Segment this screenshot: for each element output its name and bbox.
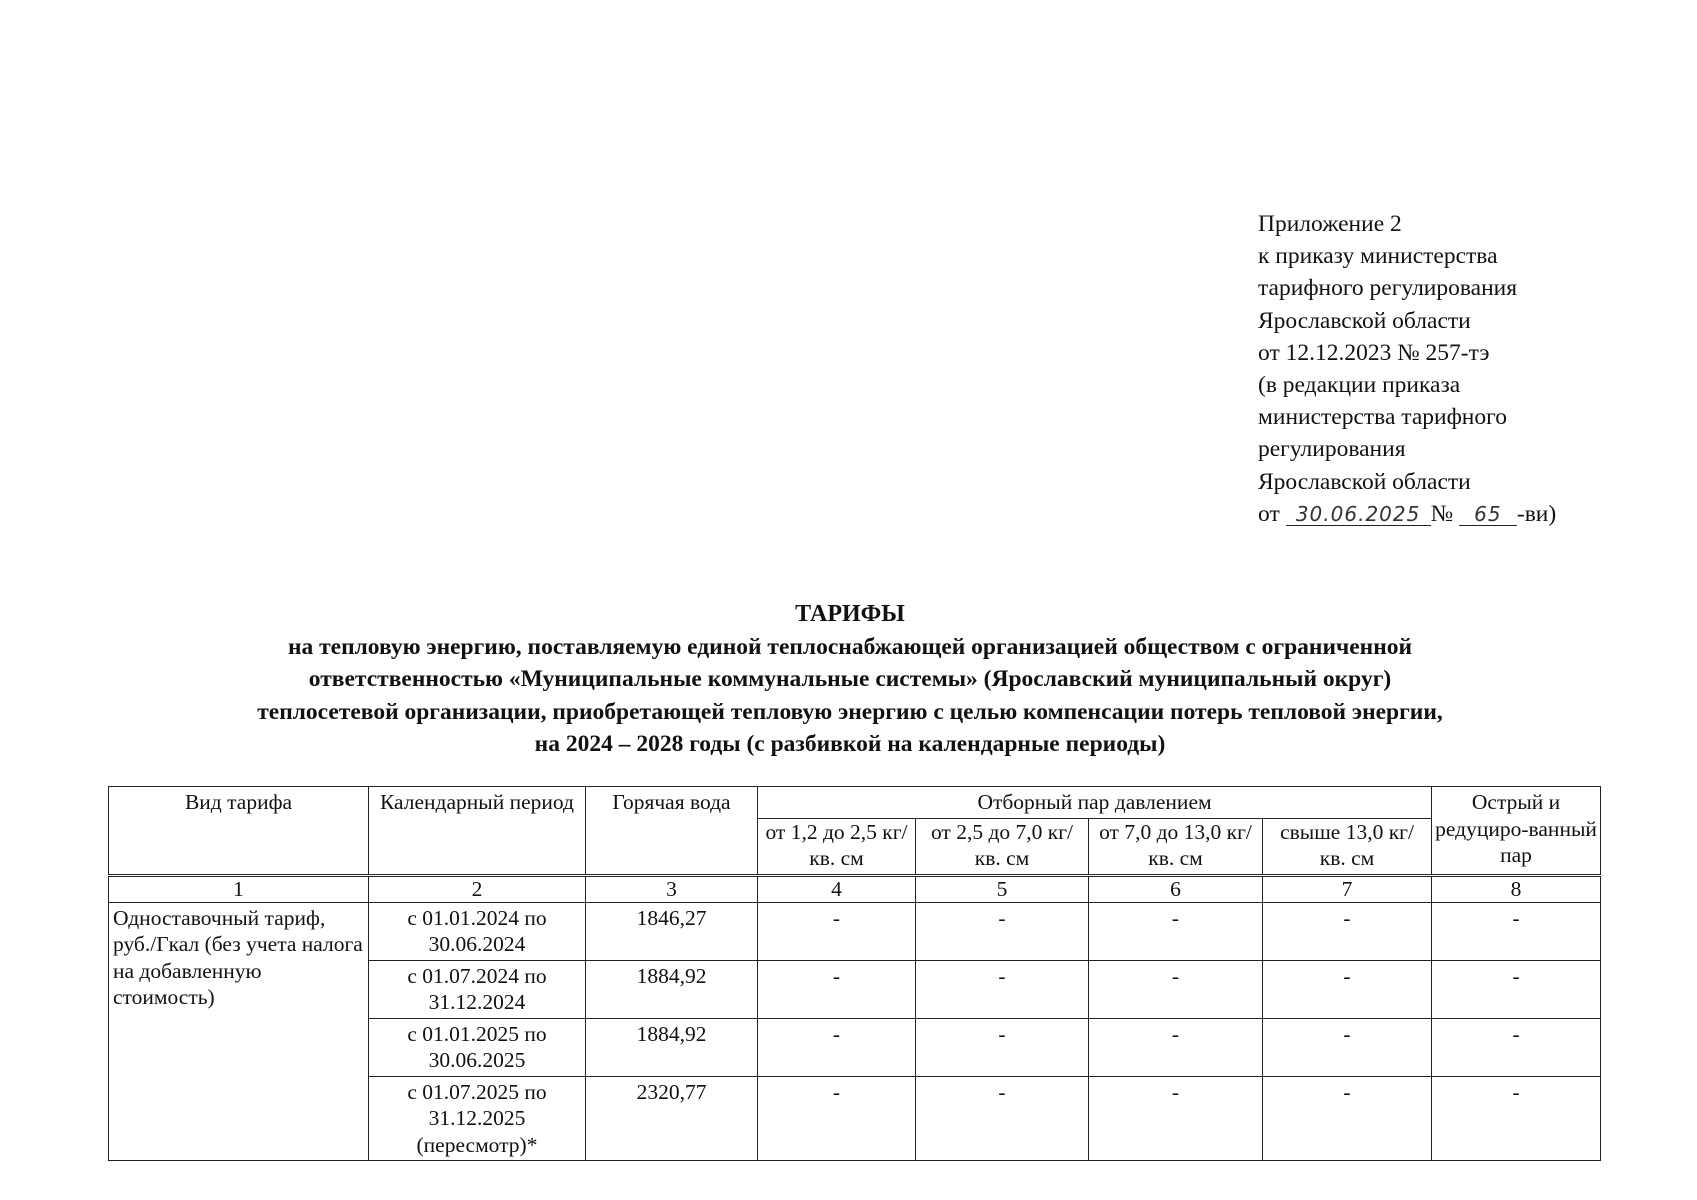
value-cell: - bbox=[916, 960, 1089, 1018]
column-number: 3 bbox=[586, 875, 758, 902]
header-steam-col: от 2,5 до 7,0 кг/ кв. см bbox=[916, 818, 1089, 875]
number-sign: № bbox=[1430, 500, 1454, 527]
period-cell: с 01.07.2025 по 31.12.2025 (пересмотр)* bbox=[369, 1076, 586, 1161]
appendix-line: регулирования bbox=[1258, 436, 1406, 463]
period-cell: с 01.01.2025 по 30.06.2025 bbox=[369, 1018, 586, 1076]
value-cell: - bbox=[758, 1076, 916, 1161]
column-number: 2 bbox=[369, 875, 586, 902]
header-steam-col: от 1,2 до 2,5 кг/ кв. см bbox=[758, 818, 916, 875]
appendix-block bbox=[1258, 208, 1556, 530]
heading-line: ответственностью «Муниципальные коммунальные системы» (Ярославский муниципальный округ) bbox=[308, 666, 1392, 692]
value-cell: - bbox=[758, 1018, 916, 1076]
header-period: Календарный период bbox=[369, 787, 586, 876]
appendix-line: Ярославской области bbox=[1258, 307, 1471, 334]
hot-water-cell: 2320,77 bbox=[586, 1076, 758, 1161]
column-number: 1 bbox=[109, 875, 369, 902]
value-cell: - bbox=[1089, 1076, 1263, 1161]
heading-line: теплосетевой организации, приобретающей тепловую энергию с целью компенсации потерь тепловой энергии, bbox=[257, 698, 1443, 725]
heading-line: на 2024 – 2028 годы (с разбивкой на календарные периоды) bbox=[534, 731, 1166, 757]
appendix-line: (в редакции приказа bbox=[1258, 372, 1461, 399]
value-cell: - bbox=[916, 902, 1089, 960]
value-cell: - bbox=[1089, 1018, 1263, 1076]
order-suffix: -ви) bbox=[1516, 500, 1557, 527]
hot-water-cell: 1884,92 bbox=[586, 960, 758, 1018]
value-cell: - bbox=[1263, 1076, 1432, 1161]
period-cell: с 01.01.2024 по 30.06.2024 bbox=[369, 902, 586, 960]
column-number: 7 bbox=[1263, 875, 1432, 902]
value-cell: - bbox=[916, 1076, 1089, 1161]
tariffs-table bbox=[108, 786, 1601, 1161]
value-cell: - bbox=[758, 960, 916, 1018]
value-cell: - bbox=[1089, 902, 1263, 960]
appendix-line: тарифного регулирования bbox=[1258, 275, 1518, 302]
value-cell: - bbox=[1432, 902, 1601, 960]
document-title: ТАРИФЫ bbox=[795, 601, 905, 627]
column-number: 4 bbox=[758, 875, 916, 902]
handwritten-number: 65 bbox=[1459, 503, 1517, 526]
value-cell: - bbox=[1089, 960, 1263, 1018]
header-row bbox=[109, 787, 1601, 819]
appendix-line: Приложение 2 bbox=[1258, 211, 1402, 237]
column-number: 5 bbox=[916, 875, 1089, 902]
header-tariff-type: Вид тарифа bbox=[109, 787, 369, 876]
order-prefix: от bbox=[1258, 500, 1280, 527]
hot-water-cell: 1846,27 bbox=[586, 902, 758, 960]
table-row bbox=[109, 902, 1601, 960]
period-cell: с 01.07.2024 по 31.12.2024 bbox=[369, 960, 586, 1018]
column-number: 6 bbox=[1089, 875, 1263, 902]
value-cell: - bbox=[1263, 902, 1432, 960]
header-hot-water: Горячая вода bbox=[586, 787, 758, 876]
heading-line: на тепловую энергию, поставляемую единой теплоснабжающей организацией обществом с ограниченной bbox=[287, 633, 1413, 660]
header-steam-col: от 7,0 до 13,0 кг/ кв. см bbox=[1089, 818, 1263, 875]
header-steam-col: свыше 13,0 кг/ кв. см bbox=[1263, 818, 1432, 875]
column-number: 8 bbox=[1432, 875, 1601, 902]
header-steam-group: Отборный пар давлением bbox=[758, 787, 1432, 819]
tariff-label: Одноставочный тариф, руб./Гкал (без учета налога на добавленную стоимость) bbox=[109, 902, 369, 1161]
value-cell: - bbox=[1432, 1018, 1601, 1076]
value-cell: - bbox=[1263, 1018, 1432, 1076]
appendix-line: Ярославской области bbox=[1258, 468, 1471, 495]
handwritten-date: 30.06.2025 bbox=[1286, 503, 1431, 526]
column-number-row bbox=[109, 875, 1601, 902]
document-heading bbox=[100, 598, 1600, 761]
value-cell: - bbox=[1432, 960, 1601, 1018]
hot-water-cell: 1884,92 bbox=[586, 1018, 758, 1076]
value-cell: - bbox=[758, 902, 916, 960]
appendix-line: от 12.12.2023 № 257-тэ bbox=[1258, 339, 1490, 366]
appendix-line: к приказу министерства bbox=[1258, 243, 1498, 270]
appendix-order-line bbox=[1258, 498, 1556, 530]
value-cell: - bbox=[916, 1018, 1089, 1076]
appendix-line: министерства тарифного bbox=[1258, 404, 1507, 431]
value-cell: - bbox=[1432, 1076, 1601, 1161]
header-sharp-steam: Острый и редуциро-ванный пар bbox=[1432, 787, 1601, 876]
value-cell: - bbox=[1263, 960, 1432, 1018]
